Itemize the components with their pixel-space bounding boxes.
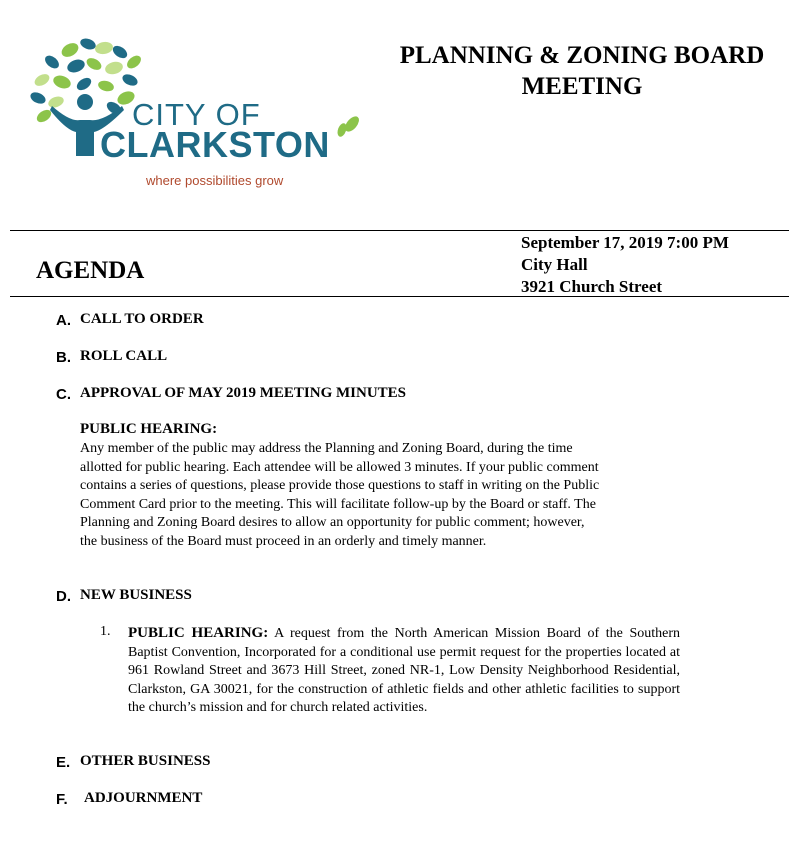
public-hearing-heading: PUBLIC HEARING: xyxy=(80,421,218,437)
divider-bottom xyxy=(10,296,789,297)
section-c-letter: C. xyxy=(56,386,71,403)
section-b-title: ROLL CALL xyxy=(80,348,168,364)
logo-tagline: where possibilities grow xyxy=(146,173,284,188)
meeting-address: 3921 Church Street xyxy=(521,277,663,296)
tree-icon xyxy=(30,37,143,125)
public-hearing-line: contains a series of questions, please provide those questions to staff in writing on the Public xyxy=(80,478,600,493)
logo-city-of: CITY OF xyxy=(132,97,261,132)
section-a-letter: A. xyxy=(56,312,71,329)
page-title xyxy=(372,40,792,102)
section-e-letter: E. xyxy=(56,754,71,771)
divider-top xyxy=(10,230,789,231)
section-c-title: APPROVAL OF MAY 2019 MEETING MINUTES xyxy=(80,385,407,401)
public-hearing-line: Comment Card prior to the meeting. This will facilitate follow-up by the Board or staff. The xyxy=(80,496,596,512)
section-f-title: ADJOURNMENT xyxy=(84,790,203,806)
section-b-letter: B. xyxy=(56,349,71,366)
public-hearing-body xyxy=(80,440,680,551)
section-e-title: OTHER BUSINESS xyxy=(80,753,211,769)
public-hearing-line: Planning and Zoning Board desires to allow an opportunity for public comment; however, xyxy=(80,515,585,530)
title-line-1: PLANNING & ZONING BOARD xyxy=(399,42,765,69)
meeting-location: City Hall xyxy=(521,255,588,274)
logo-clarkston: CLARKSTON xyxy=(100,124,330,165)
public-hearing-line: Any member of the public may address the Planning and Zoning Board, during the time xyxy=(80,441,573,456)
section-a-title: CALL TO ORDER xyxy=(80,311,204,327)
section-d-letter: D. xyxy=(56,588,71,605)
section-f-letter: F. xyxy=(56,791,68,808)
meeting-datetime: September 17, 2019 7:00 PM xyxy=(521,233,729,252)
public-hearing-line: the business of the Board must proceed in an orderly and timely manner. xyxy=(80,533,487,549)
item-lead: PUBLIC HEARING: xyxy=(128,625,269,641)
item-number: 1. xyxy=(100,624,111,639)
public-hearing-line: allotted for public hearing. Each attendee will be allowed 3 minutes. If your public comment xyxy=(80,459,599,475)
item-body xyxy=(128,624,680,718)
title-line-2: MEETING xyxy=(521,73,643,100)
item-text: A request from the North American Mission Board of the Southern Baptist Convention, Incorporated for a conditional use permit request for the properties located at 961 Rowland Street and 3673 Hill Street, zoned NR-1, Low Density Neighborhood Residential, Clarkston, GA 30021, for the construction of athletic fields and other athletic facilities to support the church’s mission and for church related activities. xyxy=(128,626,680,715)
section-d-title: NEW BUSINESS xyxy=(80,587,192,603)
agenda-heading: AGENDA xyxy=(36,257,145,284)
